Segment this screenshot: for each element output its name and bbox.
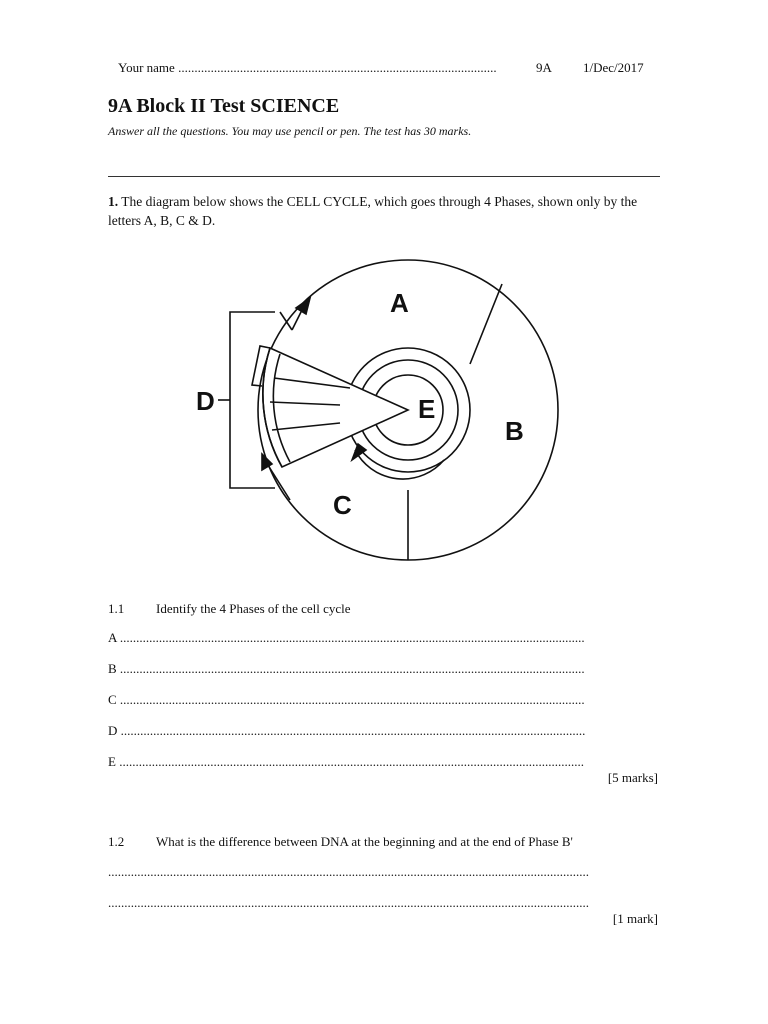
label-c: C xyxy=(333,490,352,520)
answer-line-a[interactable]: A ............................................................................................................................................... xyxy=(108,630,585,645)
label-b: B xyxy=(505,416,524,446)
label-a: A xyxy=(390,288,409,318)
answer-line-1-2-b[interactable]: .................................................................................................................................................... xyxy=(108,895,589,910)
question-1-number: 1. xyxy=(108,194,119,209)
class-label: 9A xyxy=(536,60,552,75)
question-1-text: The diagram below shows the CELL CYCLE, which goes through 4 Phases, shown only by the letters A, B, C & D. xyxy=(108,194,638,228)
answer-line-e[interactable]: E ............................................................................................................................................... xyxy=(108,754,584,769)
label-d: D xyxy=(196,386,215,416)
arrow-top-head xyxy=(296,298,310,314)
date-label: 1/Dec/2017 xyxy=(583,60,644,75)
arrow-top-tail xyxy=(280,312,292,330)
cell-cycle-diagram xyxy=(190,250,570,580)
divider xyxy=(108,176,660,177)
question-1 xyxy=(108,192,660,230)
q1-2-text: What is the difference between DNA at the beginning and at the end of Phase B' xyxy=(156,834,573,849)
answer-line-d[interactable]: D ............................................................................................................................................... xyxy=(108,723,586,738)
arrow-bottom xyxy=(266,462,290,500)
answer-line-b[interactable]: B ............................................................................................................................................... xyxy=(108,661,585,676)
q1-1-marks: [5 marks] xyxy=(607,770,658,785)
page-title: 9A Block II Test SCIENCE xyxy=(108,95,340,117)
q1-2-number: 1.2 xyxy=(108,834,125,849)
answer-line-c[interactable]: C ............................................................................................................................................... xyxy=(108,692,585,707)
label-e: E xyxy=(418,394,436,424)
name-field-line: Your name .................................................................................................. xyxy=(118,60,497,75)
q1-1-text: Identify the 4 Phases of the cell cycle xyxy=(156,601,351,616)
instructions: Answer all the questions. You may use pencil or pen. The test has 30 marks. xyxy=(108,124,472,138)
q1-2-marks: [1 mark] xyxy=(612,911,658,926)
arrow-bottom-head xyxy=(262,454,272,470)
q1-1-number: 1.1 xyxy=(108,601,125,616)
answer-line-1-2-a[interactable]: .................................................................................................................................................... xyxy=(108,864,589,879)
divider-a-b xyxy=(470,284,502,364)
